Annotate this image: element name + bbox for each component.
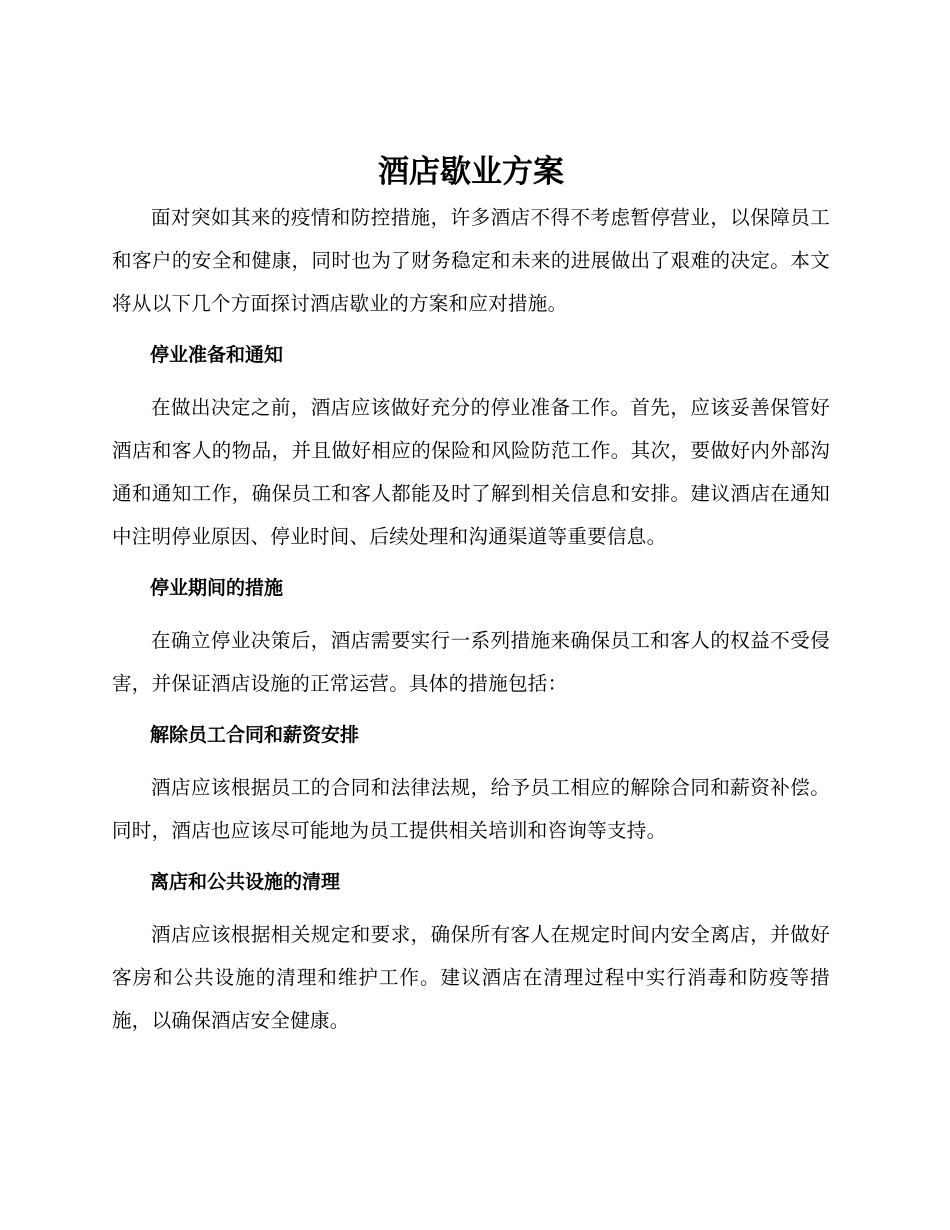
intro-paragraph: 面对突如其来的疫情和防控措施，许多酒店不得不考虑暂停营业，以保障员工和客户的安全和健康，同时也为了财务稳定和未来的进展做出了艰难的决定。本文将从以下几个方面探讨酒店歇业的方案和应对措施。: [112, 206, 830, 315]
section-body-facility-cleanup: 酒店应该根据相关规定和要求，确保所有客人在规定时间内安全离店，并做好客房和公共设施的清理和维护工作。建议酒店在清理过程中实行消毒和防疫等措施，以确保酒店安全健康。: [112, 923, 830, 1032]
section-heading-staff-contracts: 解除员工合同和薪资安排: [150, 724, 360, 746]
document-body: [112, 150, 830, 1042]
section-body-staff-contracts: 酒店应该根据员工的合同和法律法规，给予员工相应的解除合同和薪资补偿。同时，酒店也应该尽可能地为员工提供相关培训和咨询等支持。: [112, 776, 830, 842]
document-title: 酒店歇业方案: [378, 154, 564, 190]
section-body-shutdown-preparation: 在做出决定之前，酒店应该做好充分的停业准备工作。首先，应该妥善保管好酒店和客人的物品，并且做好相应的保险和风险防范工作。其次，要做好内外部沟通和通知工作，确保员工和客人都能及时了解到相关信息和安排。建议酒店在通知中注明停业原因、停业时间、后续处理和沟通渠道等重要信息。: [112, 396, 830, 548]
section-heading-facility-cleanup: 离店和公共设施的清理: [150, 871, 341, 893]
section-body-shutdown-measures: 在确立停业决策后，酒店需要实行一系列措施来确保员工和客人的权益不受侵害，并保证酒店设施的正常运营。具体的措施包括：: [112, 629, 830, 695]
section-heading-shutdown-measures: 停业期间的措施: [150, 577, 284, 599]
section-heading-shutdown-preparation: 停业准备和通知: [150, 344, 284, 366]
